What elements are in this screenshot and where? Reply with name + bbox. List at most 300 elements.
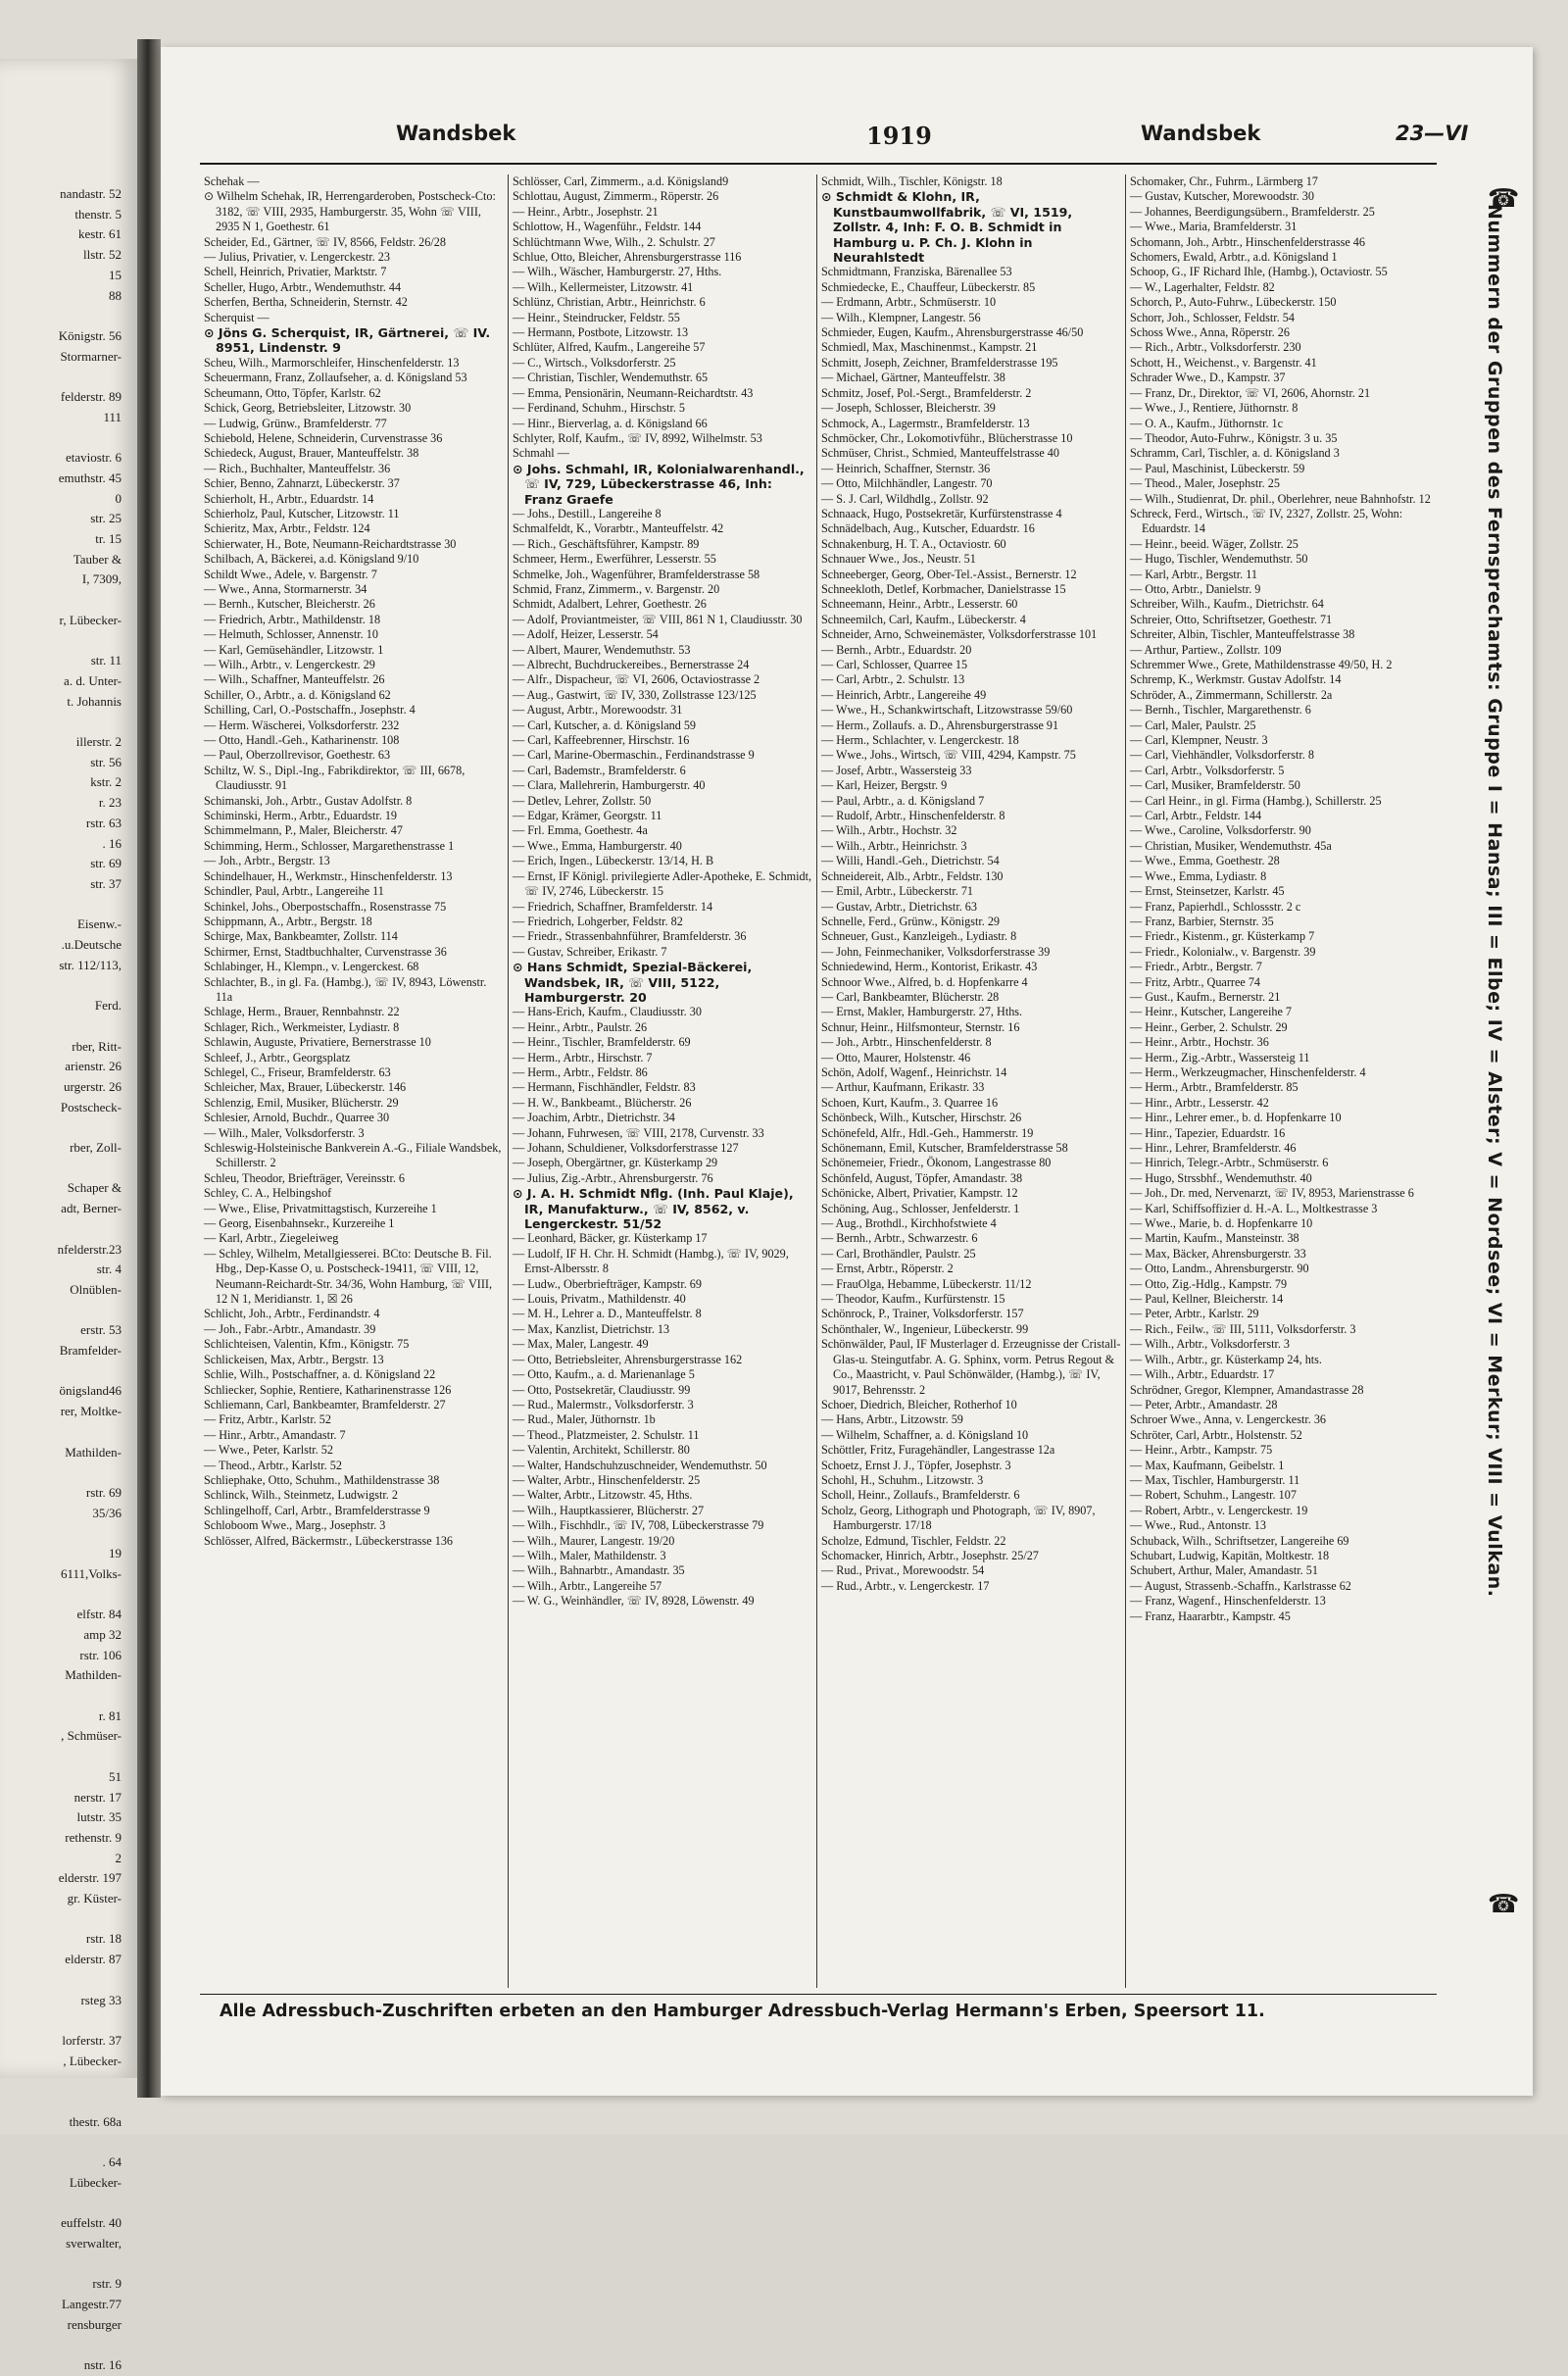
- left-page-line: thestr. 68a: [69, 2113, 122, 2129]
- directory-entry: Schreiber, Wilh., Kaufm., Dietrichstr. 64: [1130, 597, 1324, 612]
- directory-entry: Schmitz, Josef, Pol.-Sergt., Bramfelderstr. 2: [821, 385, 1032, 400]
- directory-entry: Schmiedecke, E., Chauffeur, Lübeckerstr. 85: [821, 279, 1036, 294]
- left-page-line: t. Johannis: [67, 693, 122, 709]
- directory-entry: — Christian, Tischler, Wendemuthstr. 65: [513, 371, 709, 385]
- left-page-line: 35/36: [92, 1505, 122, 1520]
- directory-entry: — Karl, Arbtr., Bergstr. 11: [1130, 567, 1257, 581]
- directory-entry: Schmock, A., Lagermstr., Bramfelderstr. 13: [821, 416, 1030, 430]
- directory-entry: Schneemilch, Carl, Kaufm., Lübeckerstr. 4: [821, 612, 1026, 626]
- left-page-line: [0, 1361, 122, 1382]
- directory-entry: — Wilh., Arbtr., Eduardstr. 17: [1130, 1367, 1275, 1382]
- directory-entry: — Wilh., Maler, Mathildenstr. 3: [513, 1548, 666, 1562]
- directory-entry: — Martin, Kaufm., Mansteinstr. 38: [1130, 1231, 1299, 1246]
- directory-entry: — Julius, Privatier, v. Lengerckestr. 23: [204, 250, 390, 265]
- left-page-line: Eisenw.-: [76, 916, 122, 932]
- directory-entry: Schrader Wwe., D., Kampstr. 37: [1130, 371, 1286, 385]
- directory-entry: Schmeer, Herm., Ewerführer, Lesserstr. 55: [513, 552, 716, 567]
- left-page-line: rstr. 63: [85, 815, 122, 830]
- directory-entry: — Heinr., Tischler, Bramfelderstr. 69: [513, 1035, 691, 1050]
- directory-entry: Schohl, H., Schuhm., Litzowstr. 3: [821, 1472, 984, 1487]
- left-page-line: nstr. 16: [83, 2357, 122, 2373]
- left-page-line: str. 4: [96, 1262, 122, 1277]
- directory-entry: Schlinck, Wilh., Steinmetz, Ludwigstr. 2: [204, 1488, 398, 1503]
- directory-entry: Schick, Georg, Betriebsleiter, Litzowstr. 30: [204, 401, 412, 416]
- left-page-line: [0, 427, 122, 448]
- directory-entry: — Friedr., Arbtr., Bergstr. 7: [1130, 960, 1262, 974]
- left-page-line: str. 11: [90, 653, 122, 668]
- directory-entry: — John, Feinmechaniker, Volksdorferstrasse 39: [821, 944, 1051, 959]
- directory-entry: Schoer, Diedrich, Bleicher, Rotherhof 10: [821, 1397, 1017, 1411]
- directory-entry: — Paul, Arbtr., a. d. Königsland 7: [821, 793, 985, 808]
- directory-entry: — Herm., Zollaufs. a. D., Ahrensburgerstrasse 91: [821, 718, 1059, 732]
- directory-entry: Schleswig-Holsteinische Bankverein A.-G., Filiale Wandsbek, Schillerstr. 2: [204, 1141, 502, 1170]
- left-page-line: 2: [115, 1850, 122, 1865]
- left-page-line: str. 25: [90, 511, 122, 526]
- directory-entry: Schlingelhoff, Carl, Arbtr., Bramfelderstrasse 9: [204, 1503, 430, 1517]
- left-page-line: Mathilden-: [65, 1667, 122, 1683]
- directory-entry: Schönemeier, Friedr., Ökonom, Langestrasse 80: [821, 1156, 1052, 1170]
- directory-entry: Schier, Benno, Zahnarzt, Lübeckerstr. 37: [204, 476, 400, 491]
- left-page-line: 6111,Volks-: [61, 1565, 122, 1581]
- directory-entry: — Johann, Schuldiener, Volksdorferstrasse 127: [513, 1141, 739, 1155]
- directory-entry: — Carl, Bademstr., Bramfelderstr. 6: [513, 763, 686, 777]
- directory-entry: — Herm., Arbtr., Hirschstr. 7: [513, 1050, 653, 1064]
- directory-entry: Schönicke, Albert, Privatier, Kampstr. 12: [821, 1186, 1018, 1201]
- directory-entry: Schlichteisen, Valentin, Kfm., Königstr. 75: [204, 1337, 410, 1352]
- left-page-line: [0, 590, 122, 611]
- directory-entry: — M. H., Lehrer a. D., Manteuffelstr. 8: [513, 1307, 702, 1321]
- directory-entry: Schehak —: [204, 174, 260, 188]
- directory-entry: Schlösser, Alfred, Bäckermstr., Lübeckerstrasse 136: [204, 1533, 454, 1548]
- left-page-line: [0, 1909, 122, 1930]
- directory-entry: — Wwe., Caroline, Volksdorferstr. 90: [1130, 823, 1311, 838]
- directory-entry: — S. J. Carl, Wildhdlg., Zollstr. 92: [821, 491, 989, 506]
- directory-entry: — Theod., Arbtr., Karlstr. 52: [204, 1458, 342, 1472]
- directory-entry: Schremp, K., Werkmstr. Gustav Adolfstr. 14: [1130, 672, 1342, 687]
- left-page-line: [0, 2010, 122, 2031]
- directory-entry: — Wilh., Klempner, Langestr. 56: [821, 310, 981, 324]
- left-page-line: [0, 2092, 122, 2112]
- left-page-line: r, Lübecker-: [59, 612, 122, 627]
- left-page-line: adt, Berner-: [61, 1201, 122, 1216]
- directory-entry: — H. W., Bankbeamt., Blücherstr. 26: [513, 1095, 692, 1110]
- directory-entry: Schmalfeldt, K., Vorarbtr., Manteuffelstr. 42: [513, 521, 724, 536]
- directory-entry: — Arthur, Partiew., Zollstr. 109: [1130, 642, 1282, 657]
- directory-entry: — Theodor, Auto-Fuhrw., Königstr. 3 u. 35: [1130, 430, 1338, 445]
- directory-entry: Schley, C. A., Helbingshof: [204, 1186, 332, 1201]
- directory-entry: Schnur, Heinr., Hilfsmonteur, Sternstr. 16: [821, 1019, 1020, 1034]
- left-page-line: 15: [109, 267, 122, 282]
- directory-entry: — Otto, Milchhändler, Langestr. 70: [821, 476, 993, 491]
- directory-entry: — Franz, Haararbtr., Kampstr. 45: [1130, 1609, 1291, 1623]
- directory-entry: Schliephake, Otto, Schuhm., Mathildenstrasse 38: [204, 1472, 440, 1487]
- left-page-line: [0, 1686, 122, 1707]
- directory-entry: Schöning, Aug., Schlosser, Jenfelderstr. 1: [821, 1201, 1020, 1215]
- directory-entry: — Erich, Ingen., Lübeckerstr. 13/14, H. B: [513, 854, 714, 868]
- directory-entry: Schreier, Otto, Schriftsetzer, Goethestr. 71: [1130, 612, 1333, 626]
- directory-entry: Schön, Adolf, Wagenf., Heinrichstr. 14: [821, 1064, 1007, 1079]
- left-page-line: nfelderstr.23: [57, 1241, 122, 1257]
- directory-entry: — Hugo, Tischler, Wendemuthstr. 50: [1130, 552, 1308, 567]
- directory-entry: — Wwe., Marie, b. d. Hopfenkarre 10: [1130, 1216, 1313, 1231]
- left-page-text: [0, 59, 137, 2376]
- directory-entry: Schindler, Paul, Arbtr., Langereihe 11: [204, 884, 384, 899]
- directory-entry: — Joh., Arbtr., Bergstr. 13: [204, 854, 330, 868]
- left-page-line: rstr. 106: [79, 1647, 122, 1662]
- directory-entry: — Robert, Schuhm., Langestr. 107: [1130, 1488, 1297, 1503]
- directory-entry: Schoen, Kurt, Kaufm., 3. Quarree 16: [821, 1095, 999, 1110]
- directory-entry: — Hinr., Tapezier, Eduardstr. 16: [1130, 1125, 1286, 1140]
- header-year: 1919: [866, 122, 932, 150]
- left-page-line: 51: [109, 1768, 122, 1784]
- left-page-line: Schaper &: [67, 1180, 122, 1196]
- left-page-line: str. 69: [90, 856, 122, 871]
- directory-entry: — Hinrich, Telegr.-Arbtr., Schmüserstr. 6: [1130, 1156, 1329, 1170]
- directory-entry: Schlüchtmann Wwe, Wilh., 2. Schulstr. 27: [513, 234, 715, 249]
- left-page-line: Lübecker-: [69, 2174, 122, 2190]
- directory-entry: — Erdmann, Arbtr., Schmüserstr. 10: [821, 295, 997, 310]
- directory-entry: Schuback, Wilh., Schriftsetzer, Langereihe 69: [1130, 1533, 1349, 1548]
- directory-entry: Schimmelmann, P., Maler, Bleicherstr. 47: [204, 823, 403, 838]
- directory-entry: — Walter, Arbtr., Litzowstr. 45, Hths.: [513, 1488, 693, 1503]
- directory-entry: Schilling, Carl, O.-Postschaffn., Josephstr. 4: [204, 703, 416, 718]
- directory-entry: Schlottow, H., Wagenführ., Feldstr. 144: [513, 220, 702, 234]
- directory-entry: — Heinrich, Arbtr., Langereihe 49: [821, 687, 987, 702]
- directory-entry: Schloboom Wwe., Marg., Josephstr. 3: [204, 1518, 386, 1533]
- directory-entry: Schorch, P., Auto-Fuhrw., Lübeckerstr. 150: [1130, 295, 1337, 310]
- directory-entry: Schiltz, W. S., Dipl.-Ing., Fabrikdirektor, ☏ III, 6678, Claudiusstr. 91: [204, 763, 466, 793]
- directory-entry: — Peter, Arbtr., Karlstr. 29: [1130, 1307, 1259, 1321]
- directory-entry: — Otto, Landm., Ahrensburgerstr. 90: [1130, 1262, 1309, 1276]
- directory-entry: Schlage, Herm., Brauer, Rennbahnstr. 22: [204, 1005, 400, 1019]
- left-page-line: a. d. Unter-: [64, 672, 122, 688]
- directory-entry: — Wwe., Rud., Antonstr. 13: [1130, 1518, 1266, 1533]
- directory-entry: — Detlev, Lehrer, Zollstr. 50: [513, 793, 652, 808]
- directory-entry: Schneuer, Gust., Kanzleigeh., Lydiastr. 8: [821, 929, 1017, 944]
- directory-entry: — Herm., Werkzeugmacher, Hinschenfelderstr. 4: [1130, 1064, 1366, 1079]
- directory-entry: — Wilh., Arbtr., Heinrichstr. 3: [821, 838, 967, 853]
- directory-entry: Schmöcker, Chr., Lokomotivführ., Blücherstrasse 10: [821, 430, 1073, 445]
- directory-entry: — Theod., Maler, Josephstr. 25: [1130, 476, 1280, 491]
- directory-entry: Schlie, Wilh., Postschaffner, a. d. Königsland 22: [204, 1367, 436, 1382]
- directory-entry: — Otto, Zig.-Hdlg., Kampstr. 79: [1130, 1276, 1288, 1291]
- directory-entry: Schönbeck, Wilh., Kutscher, Hirschstr. 26: [821, 1111, 1022, 1125]
- directory-entry: — Hans-Erich, Kaufm., Claudiusstr. 30: [513, 1005, 702, 1019]
- directory-entry: Schönemann, Emil, Kutscher, Bramfelderstrasse 58: [821, 1141, 1068, 1155]
- directory-entry: — Arthur, Kaufmann, Erikastr. 33: [821, 1080, 985, 1095]
- header-city-right: Wandsbek: [1141, 122, 1261, 145]
- directory-entry: — Otto, Maurer, Holstenstr. 46: [821, 1050, 971, 1064]
- directory-entry: — Otto, Kaufm., a. d. Marienanlage 5: [513, 1367, 695, 1382]
- directory-entry: — Helmuth, Schlosser, Annenstr. 10: [204, 627, 378, 642]
- left-page-line: [0, 2133, 122, 2153]
- directory-entry: — Ernst, Steinsetzer, Karlstr. 45: [1130, 884, 1285, 899]
- directory-entry: Schliecker, Sophie, Rentiere, Katharinenstrasse 126: [204, 1382, 452, 1397]
- directory-entry: Schell, Heinrich, Privatier, Marktstr. 7: [204, 265, 387, 279]
- directory-entry: Schierholz, Paul, Kutscher, Litzowstr. 11: [204, 506, 400, 520]
- left-page-line: Mathilden-: [65, 1444, 122, 1460]
- directory-entry: Schmid, Franz, Zimmerm., v. Bargenstr. 20: [513, 581, 720, 596]
- directory-entry: — Wilh., Maurer, Langestr. 19/20: [513, 1533, 675, 1548]
- left-page-line: , Schmüser-: [61, 1728, 122, 1744]
- directory-entry: Schmelke, Joh., Wagenführer, Bramfelderstrasse 58: [513, 567, 760, 581]
- directory-entry: — Friedr., Kolonialw., v. Bargenstr. 39: [1130, 944, 1316, 959]
- directory-entry: — Joh., Fabr.-Arbtr., Amandastr. 39: [204, 1321, 376, 1336]
- directory-entry: Schott, H., Weichenst., v. Bargenstr. 41: [1130, 355, 1317, 370]
- directory-entry: Schlyter, Rolf, Kaufm., ☏ IV, 8992, Wilhelmstr. 53: [513, 430, 762, 445]
- left-page-line: Langestr.77: [61, 2297, 122, 2312]
- directory-entry: — Wilh., Wäscher, Hamburgerstr. 27, Hths.: [513, 265, 722, 279]
- directory-entry: Scheuermann, Franz, Zollaufseher, a. d. Königsland 53: [204, 371, 467, 385]
- directory-entry: Schrödner, Gregor, Klempner, Amandastrasse 28: [1130, 1382, 1364, 1397]
- directory-entry: — Heinr., Arbtr., Kampstr. 75: [1130, 1443, 1273, 1458]
- directory-entry: — Friedr., Kistenm., gr. Küsterkamp 7: [1130, 929, 1315, 944]
- directory-entry: — Ludolf, IF H. Chr. H. Schmidt (Hambg.), ☏ IV, 9029, Ernst-Albersstr. 8: [513, 1246, 789, 1276]
- directory-entry: Schmidt, Wilh., Tischler, Königstr. 18: [821, 174, 1003, 188]
- left-page-line: rstr. 9: [92, 2276, 122, 2292]
- directory-entry: — Ludw., Oberbriefträger, Kampstr. 69: [513, 1276, 702, 1291]
- left-facing-page: [0, 59, 137, 2373]
- directory-entry: — Rud., Privat., Morewoodstr. 54: [821, 1563, 985, 1578]
- left-page-line: r. 23: [98, 795, 122, 811]
- directory-entry: — Fritz, Arbtr., Karlstr. 52: [204, 1412, 331, 1427]
- left-page-line: [0, 712, 122, 732]
- directory-entry: Schönwälder, Paul, IF Musterlager d. Erzeugnisse der Cristall-Glas-u. Steingutfabr. A. G. Sphinx, vorm. Petrus Regout & Co., Maastricht, v. Paul Schönwälder, (Hambg.), ☏ IV, 9017, Behrensstr. 2: [821, 1337, 1121, 1397]
- directory-entry: — Max, Tischler, Hamburgerstr. 11: [1130, 1472, 1300, 1487]
- directory-entry: — Willi, Handl.-Geh., Dietrichstr. 54: [821, 854, 1000, 868]
- directory-entry: Schnädelbach, Aug., Kutscher, Eduardstr. 16: [821, 521, 1035, 536]
- directory-entry: — Wwe., J., Rentiere, Jüthornstr. 8: [1130, 401, 1298, 416]
- left-page-line: amp 32: [83, 1626, 122, 1642]
- left-page-line: Stormarner-: [60, 348, 122, 364]
- directory-entry: — Wilh., Hauptkassierer, Blücherstr. 27: [513, 1503, 705, 1517]
- left-page-line: arienstr. 26: [65, 1059, 122, 1074]
- directory-entry: Schmidtmann, Franziska, Bärenallee 53: [821, 265, 1012, 279]
- directory-entry: — Herm., Zig.-Arbtr., Wassersteig 11: [1130, 1050, 1310, 1064]
- left-page-line: elderstr. 197: [58, 1870, 122, 1886]
- directory-entry: Schlicht, Joh., Arbtr., Ferdinandstr. 4: [204, 1307, 380, 1321]
- left-page-line: [0, 1970, 122, 1991]
- directory-entry: Schönthaler, W., Ingenieur, Lübeckerstr. 99: [821, 1321, 1029, 1336]
- directory-entry: Schubart, Ludwig, Kapitän, Moltkestr. 18: [1130, 1548, 1330, 1562]
- left-page-line: thenstr. 5: [74, 206, 122, 222]
- directory-entry: Schreck, Ferd., Wirtsch., ☏ IV, 2327, Zollstr. 25, Wohn: Eduardstr. 14: [1130, 506, 1403, 536]
- directory-entry: — Ernst, Arbtr., Röperstr. 2: [821, 1262, 954, 1276]
- directory-entry: Schomaker, Chr., Fuhrm., Lärmberg 17: [1130, 174, 1318, 188]
- directory-entry: — Robert, Arbtr., v. Lengerckestr. 19: [1130, 1503, 1308, 1517]
- directory-entry: Schinkel, Johs., Oberpostschaffn., Rosenstrasse 75: [204, 899, 447, 914]
- telephone-exchange-note: Nummern der Gruppen des Fernsprechamts: Gruppe I = Hansa; III = Elbe; IV = Alster; V = Nordsee; VI = Merkur; VIII = Vulkan.: [1484, 204, 1505, 1598]
- directory-entry: Scholz, Georg, Lithograph und Photograph, ☏ IV, 8907, Hamburgerstr. 17/18: [821, 1503, 1096, 1533]
- left-page-line: r. 81: [98, 1708, 122, 1723]
- directory-entry: — Karl, Arbtr., Ziegeleiweg: [204, 1231, 339, 1246]
- directory-entry: Scholl, Heinr., Zollaufs., Bramfelderstr. 6: [821, 1488, 1020, 1503]
- left-page-line: rstr. 69: [85, 1485, 122, 1500]
- directory-entry: — Wwe., Maria, Bramfelderstr. 31: [1130, 220, 1298, 234]
- directory-column-1: [200, 174, 509, 1988]
- directory-entry: Schierholt, H., Arbtr., Eduardstr. 14: [204, 491, 374, 506]
- left-page-line: 19: [109, 1546, 122, 1561]
- directory-entry: Schmüser, Christ., Schmied, Manteuffelstrasse 40: [821, 446, 1059, 461]
- left-page-line: Bramfelder-: [59, 1343, 122, 1359]
- directory-entry: Schlickeisen, Max, Arbtr., Bergstr. 13: [204, 1352, 384, 1366]
- directory-entry: Schmitt, Joseph, Zeichner, Bramfelderstrasse 195: [821, 355, 1058, 370]
- left-page-line: [0, 306, 122, 326]
- directory-entry: — Karl, Schiffsoffizier d. H.-A. L., Moltkestrasse 3: [1130, 1201, 1378, 1215]
- directory-entry: Schippmann, A., Arbtr., Bergstr. 18: [204, 914, 372, 928]
- directory-entry: — Herm., Schlachter, v. Lengerckestr. 18: [821, 733, 1019, 748]
- directory-entry: Schimming, Herm., Schlosser, Margarethenstrasse 1: [204, 838, 455, 853]
- directory-entry: — Bernh., Kutscher, Bleicherstr. 26: [204, 597, 375, 612]
- left-page-line: .u.Deutsche: [61, 937, 122, 953]
- directory-entry: — Emil, Arbtr., Lübeckerstr. 71: [821, 884, 974, 899]
- directory-entry: Schröder, A., Zimmermann, Schillerstr. 2a: [1130, 687, 1333, 702]
- directory-entry: Scherquist —: [204, 310, 270, 324]
- directory-entry: — Heinr., Kutscher, Langereihe 7: [1130, 1005, 1293, 1019]
- directory-entry: Scheumann, Otto, Töpfer, Karlstr. 62: [204, 385, 381, 400]
- directory-entry: — Rich., Buchhalter, Manteuffelstr. 36: [204, 461, 391, 475]
- directory-entry: — Heinr., Arbtr., Hochstr. 36: [1130, 1035, 1269, 1050]
- directory-entry: Schneider, Arno, Schweinemäster, Volksdorferstrasse 101: [821, 627, 1098, 642]
- directory-entry: — August, Arbtr., Morewoodstr. 31: [513, 703, 683, 718]
- directory-entry: Schierwater, H., Bote, Neumann-Reichardtstrasse 30: [204, 536, 457, 551]
- telephone-exchange-band: [1445, 184, 1523, 1929]
- directory-entry: Schmieder, Eugen, Kaufm., Ahrensburgerstrasse 46/50: [821, 325, 1084, 340]
- left-page-line: rer, Moltke-: [60, 1404, 122, 1419]
- left-page-line: [0, 1747, 122, 1767]
- directory-column-2: [509, 174, 817, 1988]
- directory-entry: Schomers, Ewald, Arbtr., a.d. Königsland 1: [1130, 250, 1338, 265]
- directory-page: [161, 47, 1533, 2096]
- directory-entry: — Karl, Gemüsehändler, Litzowstr. 1: [204, 642, 384, 657]
- left-page-line: [0, 367, 122, 387]
- running-head: [200, 122, 1482, 161]
- left-page-line: felderstr. 89: [60, 389, 122, 405]
- directory-entry: — Karl, Heizer, Bergstr. 9: [821, 778, 948, 793]
- directory-entry: — Wilh., Arbtr., Volksdorferstr. 3: [1130, 1337, 1291, 1352]
- directory-entry: ⊙ Schmidt & Klohn, IR, Kunstbaumwollfabrik, ☏ VI, 1519, Zollstr. 4, Inh: F. O. B. Schmidt in Hamburg u. P. Ch. J. Klohn in Neurahlstedt: [821, 189, 1073, 266]
- directory-entry: — Franz, Wagenf., Hinschenfelderstr. 13: [1130, 1594, 1326, 1609]
- left-page-line: Königstr. 56: [58, 327, 122, 343]
- directory-entry: — Carl, Klempner, Neustr. 3: [1130, 733, 1268, 748]
- directory-entry: Schramm, Carl, Tischler, a. d. Königsland 3: [1130, 446, 1340, 461]
- directory-entry: Schindelhauer, H., Werkmstr., Hinschenfelderstr. 13: [204, 868, 453, 883]
- directory-entry: Schlabinger, H., Klempn., v. Lengerckest. 68: [204, 960, 419, 974]
- directory-entry: — Wwe., Emma, Lydiastr. 8: [1130, 868, 1267, 883]
- directory-entry: Schnauer Wwe., Jos., Neustr. 51: [821, 552, 976, 567]
- directory-entry: Schneemann, Heinr., Arbtr., Lesserstr. 60: [821, 597, 1018, 612]
- directory-entry: ⊙ Wilhelm Schehak, IR, Herrengarderoben, Postscheck-Cto: 3182, ☏ VIII, 2935, Hamburgerstr. 35, Wohn ☏ VIII, 2935 N 1, Goethestr. 61: [204, 189, 496, 234]
- left-page-line: str. 37: [90, 875, 122, 891]
- left-page-line: erstr. 53: [80, 1322, 122, 1338]
- directory-entry: — Herm., Arbtr., Feldstr. 86: [513, 1064, 648, 1079]
- directory-entry: — Christian, Musiker, Wendemuthstr. 45a: [1130, 838, 1332, 853]
- directory-entry: — Wilh., Bahnarbtr., Amandastr. 35: [513, 1563, 685, 1578]
- directory-column-3: [817, 174, 1126, 1988]
- directory-entry: — Valentin, Architekt, Schillerstr. 80: [513, 1443, 690, 1458]
- left-page-line: tr. 15: [95, 530, 122, 546]
- left-page-line: [0, 975, 122, 996]
- directory-entry: ⊙ Johs. Schmahl, IR, Kolonialwarenhandl., ☏ IV, 729, Lübeckerstrasse 46, Inh: Franz Graefe: [513, 461, 805, 507]
- directory-entry: Schirge, Max, Bankbeamter, Zollstr. 114: [204, 929, 398, 944]
- left-page-line: Tauber &: [73, 551, 122, 567]
- directory-entry: Scherfen, Bertha, Schneiderin, Sternstr. 42: [204, 295, 408, 310]
- directory-entry: Schirmer, Ernst, Stadtbuchhalter, Curvenstrasse 36: [204, 944, 447, 959]
- left-page-line: str. 112/113,: [59, 957, 122, 972]
- directory-entry: — Wilh., Arbtr., gr. Küsterkamp 24, hts.: [1130, 1352, 1322, 1366]
- directory-entry: — Edgar, Krämer, Georgstr. 11: [513, 809, 662, 823]
- left-page-line: [0, 1585, 122, 1606]
- directory-entry: — Gustav, Kutscher, Morewoodstr. 30: [1130, 189, 1314, 204]
- directory-entry: — Wwe., Emma, Hamburgerstr. 40: [513, 838, 682, 853]
- directory-entry: — Hinr., Arbtr., Lesserstr. 42: [1130, 1095, 1269, 1110]
- directory-entry: — Bernh., Arbtr., Schwarzestr. 6: [821, 1231, 978, 1246]
- directory-entry: — Otto, Handl.-Geh., Katharinenstr. 108: [204, 733, 400, 748]
- directory-entry: Schremmer Wwe., Grete, Mathildenstrasse 49/50, H. 2: [1130, 658, 1393, 671]
- directory-entry: — Herm. Wäscherei, Volksdorferstr. 232: [204, 718, 400, 732]
- directory-entry: — Rudolf, Arbtr., Hinschenfelderstr. 8: [821, 809, 1005, 823]
- footer-rule: [200, 1994, 1437, 1995]
- left-page-line: str. 56: [90, 754, 122, 769]
- left-page-line: elderstr. 87: [65, 1952, 122, 1967]
- directory-entry: — Clara, Mallehrerin, Hamburgerstr. 40: [513, 778, 706, 793]
- directory-entry: Schönfeld, August, Töpfer, Amandastr. 38: [821, 1170, 1023, 1185]
- left-page-line: [0, 895, 122, 916]
- directory-entry: — O. A., Kaufm., Jüthornstr. 1c: [1130, 416, 1284, 430]
- page-number: 23—VI: [1396, 122, 1469, 145]
- left-page-line: euffelstr. 40: [61, 2215, 122, 2231]
- directory-entry: — C., Wirtsch., Volksdorferstr. 25: [513, 355, 676, 370]
- left-page-line: kstr. 2: [90, 774, 122, 790]
- directory-entry: — Aug., Gastwirt, ☏ IV, 330, Zollstrasse 123/125: [513, 687, 757, 702]
- directory-entry: — Rud., Maler, Jüthornstr. 1b: [513, 1412, 656, 1427]
- left-page-line: illerstr. 2: [75, 733, 122, 749]
- directory-entry: — Carl, Kutscher, a. d. Königsland 59: [513, 718, 697, 732]
- directory-entry: — Carl, Bankbeamter, Blücherstr. 28: [821, 989, 1000, 1004]
- directory-entry: — Leonhard, Bäcker, gr. Küsterkamp 17: [513, 1231, 708, 1246]
- directory-entry: Scheider, Ed., Gärtner, ☏ IV, 8566, Feldstr. 26/28: [204, 234, 446, 249]
- directory-entry: Schimanski, Joh., Arbtr., Gustav Adolfstr. 8: [204, 793, 413, 808]
- directory-entry: Schneekloth, Detlef, Korbmacher, Danielstrasse 15: [821, 581, 1066, 596]
- directory-entry: Schnakenburg, H. T. A., Octaviostr. 60: [821, 536, 1006, 551]
- directory-entry: — Hinr., Lehrer, Bramfelderstr. 46: [1130, 1141, 1297, 1155]
- left-page-line: [0, 1523, 122, 1544]
- left-page-line: I, 7309,: [81, 571, 122, 587]
- directory-entry: — Paul, Maschinist, Lübeckerstr. 59: [1130, 461, 1305, 475]
- directory-entry: — Wwe., Peter, Karlstr. 52: [204, 1443, 333, 1458]
- directory-entry: — Wwe., Johs., Wirtsch, ☏ VIII, 4294, Kampstr. 75: [821, 748, 1076, 763]
- directory-entry: Schoetz, Ernst J. J., Töpfer, Josephstr. 3: [821, 1458, 1011, 1472]
- directory-entry: — Heinrich, Schaffner, Sternstr. 36: [821, 461, 991, 475]
- left-page-line: nandastr. 52: [60, 186, 122, 201]
- directory-entry: — Adolf, Proviantmeister, ☏ VIII, 861 N 1, Claudiusstr. 30: [513, 612, 803, 626]
- directory-entry: Schiedeck, August, Brauer, Manteuffelstr. 38: [204, 446, 419, 461]
- directory-entry: — Louis, Privatm., Mathildenstr. 40: [513, 1292, 686, 1307]
- publisher-footer: Alle Adressbuch-Zuschriften erbeten an den Hamburger Adressbuch-Verlag Hermann's Erben, Speersort 11.: [220, 2002, 1265, 2021]
- directory-entry: — Gustav, Arbtr., Dietrichstr. 63: [821, 899, 977, 914]
- directory-entry: — Wwe., Emma, Goethestr. 28: [1130, 854, 1280, 868]
- left-page-line: [0, 1462, 122, 1483]
- directory-entry: Schorr, Joh., Schlosser, Feldstr. 54: [1130, 310, 1295, 324]
- directory-entry: Schlüter, Alfred, Kaufm., Langereihe 57: [513, 340, 706, 355]
- directory-entry: — Max, Bäcker, Ahrensburgerstr. 33: [1130, 1246, 1306, 1261]
- directory-entry: — Max, Kaufmann, Geibelstr. 1: [1130, 1458, 1285, 1472]
- directory-entry: — Alfr., Dispacheur, ☏ VI, 2606, Octaviostrasse 2: [513, 672, 760, 687]
- directory-entry: Schöttler, Fritz, Furagehändler, Langestrasse 12a: [821, 1443, 1055, 1458]
- directory-entry: — Carl, Maler, Paulstr. 25: [1130, 718, 1256, 732]
- directory-entry: Schnaack, Hugo, Postsekretär, Kurfürstenstrasse 4: [821, 506, 1062, 520]
- left-page-line: lorferstr. 37: [62, 2032, 122, 2048]
